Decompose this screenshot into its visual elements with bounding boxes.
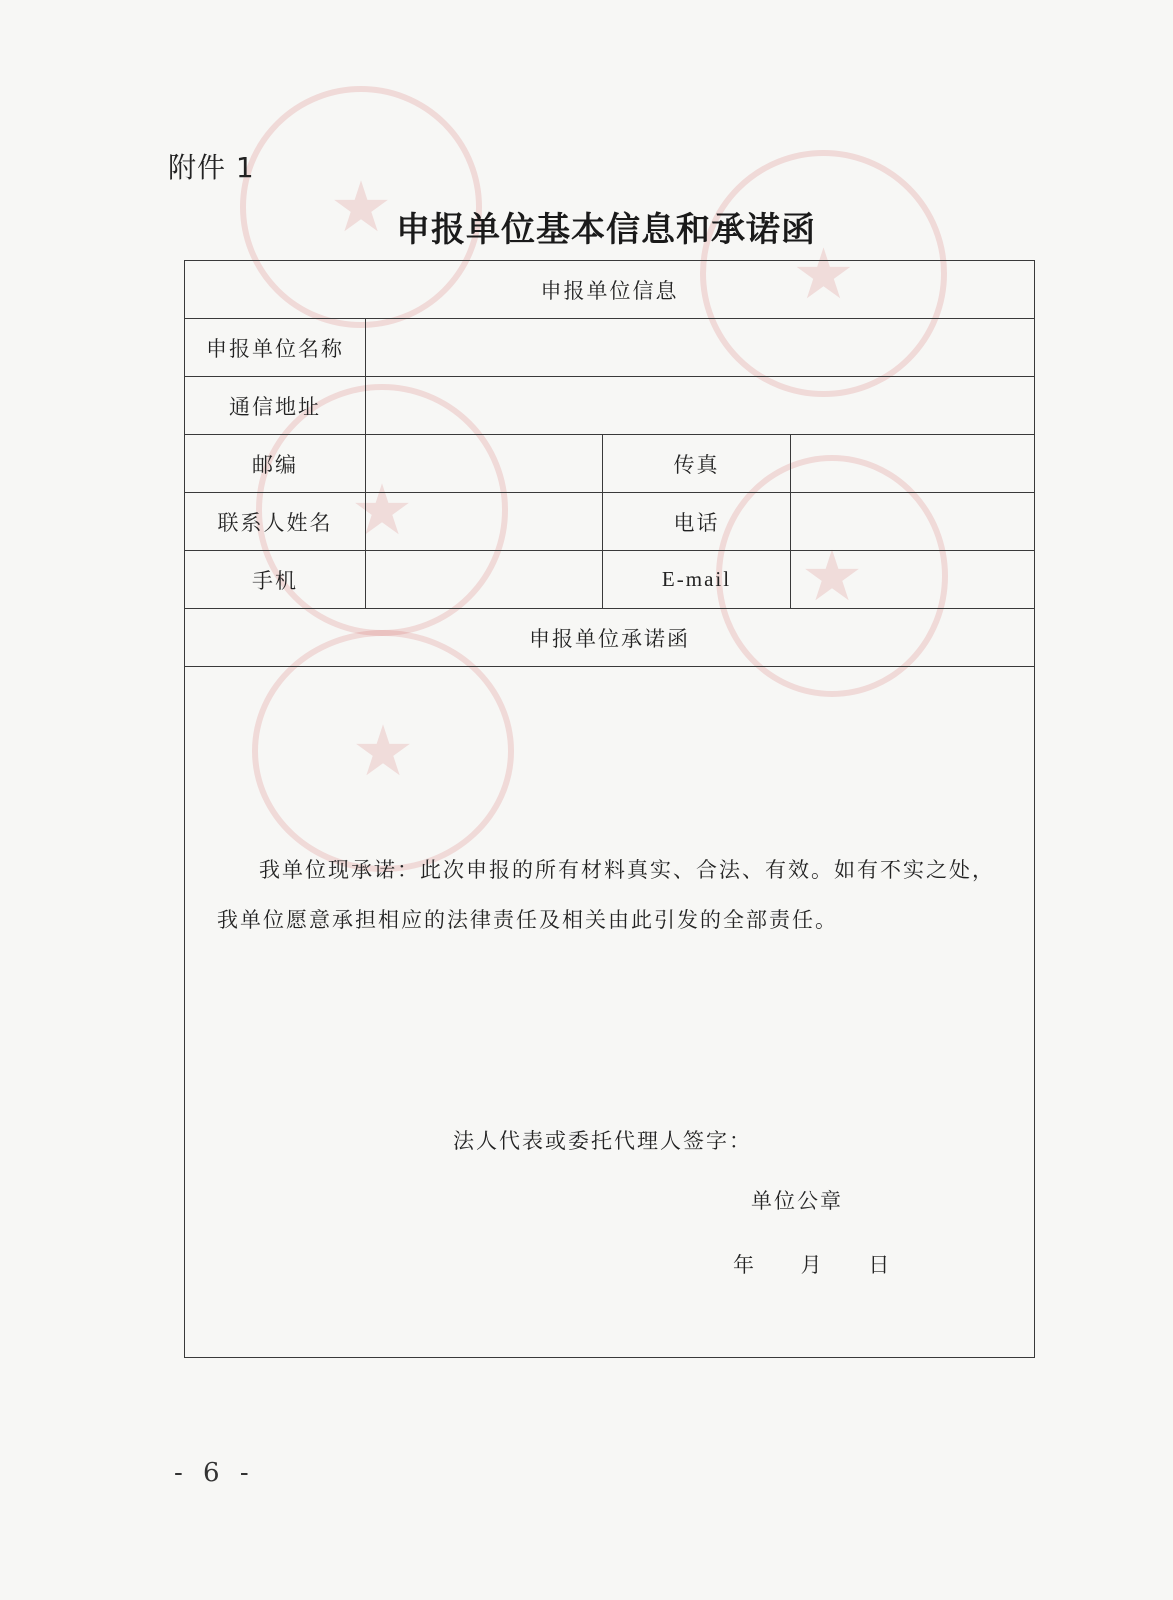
commitment-section-heading: 申报单位承诺函 [185, 609, 1035, 667]
commitment-body [185, 667, 1035, 1358]
star-icon: ★ [350, 469, 414, 551]
commitment-text: 我单位现承诺：此次申报的所有材料真实、合法、有效。如有不实之处，我单位愿意承担相应的法律责任及相关由此引发的全部责任。 [217, 858, 995, 932]
info-section-heading: 申报单位信息 [185, 261, 1035, 319]
address-field[interactable] [366, 377, 1035, 435]
contact-name-field[interactable] [366, 493, 603, 551]
mobile-label: 手机 [185, 551, 366, 609]
star-icon: ★ [792, 232, 855, 315]
signature-label: 法人代表或委托代理人签字： [453, 1129, 752, 1153]
fax-label: 传真 [603, 435, 791, 493]
attachment-label: 附件 1 [168, 151, 255, 184]
contact-name-label: 联系人姓名 [185, 493, 366, 551]
document-title: 申报单位基本信息和承诺函 [396, 210, 816, 250]
fax-field[interactable] [791, 435, 1035, 493]
star-icon: ★ [800, 535, 864, 617]
seal-label: 单位公章 [751, 1189, 843, 1213]
email-field[interactable] [791, 551, 1035, 609]
postcode-field[interactable] [366, 435, 603, 493]
phone-field[interactable] [791, 493, 1035, 551]
phone-label: 电话 [603, 493, 791, 551]
page-number: - 6 - [174, 1458, 255, 1488]
mobile-field[interactable] [366, 551, 603, 609]
unit-name-field[interactable] [366, 319, 1035, 377]
email-label: E-mail [603, 551, 791, 609]
info-form-table [184, 260, 1035, 1358]
date-label: 年 月 日 [733, 1253, 892, 1277]
star-icon: ★ [351, 710, 415, 792]
postcode-label: 邮编 [185, 435, 366, 493]
star-icon: ★ [329, 166, 393, 248]
unit-name-label: 申报单位名称 [185, 319, 366, 377]
address-label: 通信地址 [185, 377, 366, 435]
